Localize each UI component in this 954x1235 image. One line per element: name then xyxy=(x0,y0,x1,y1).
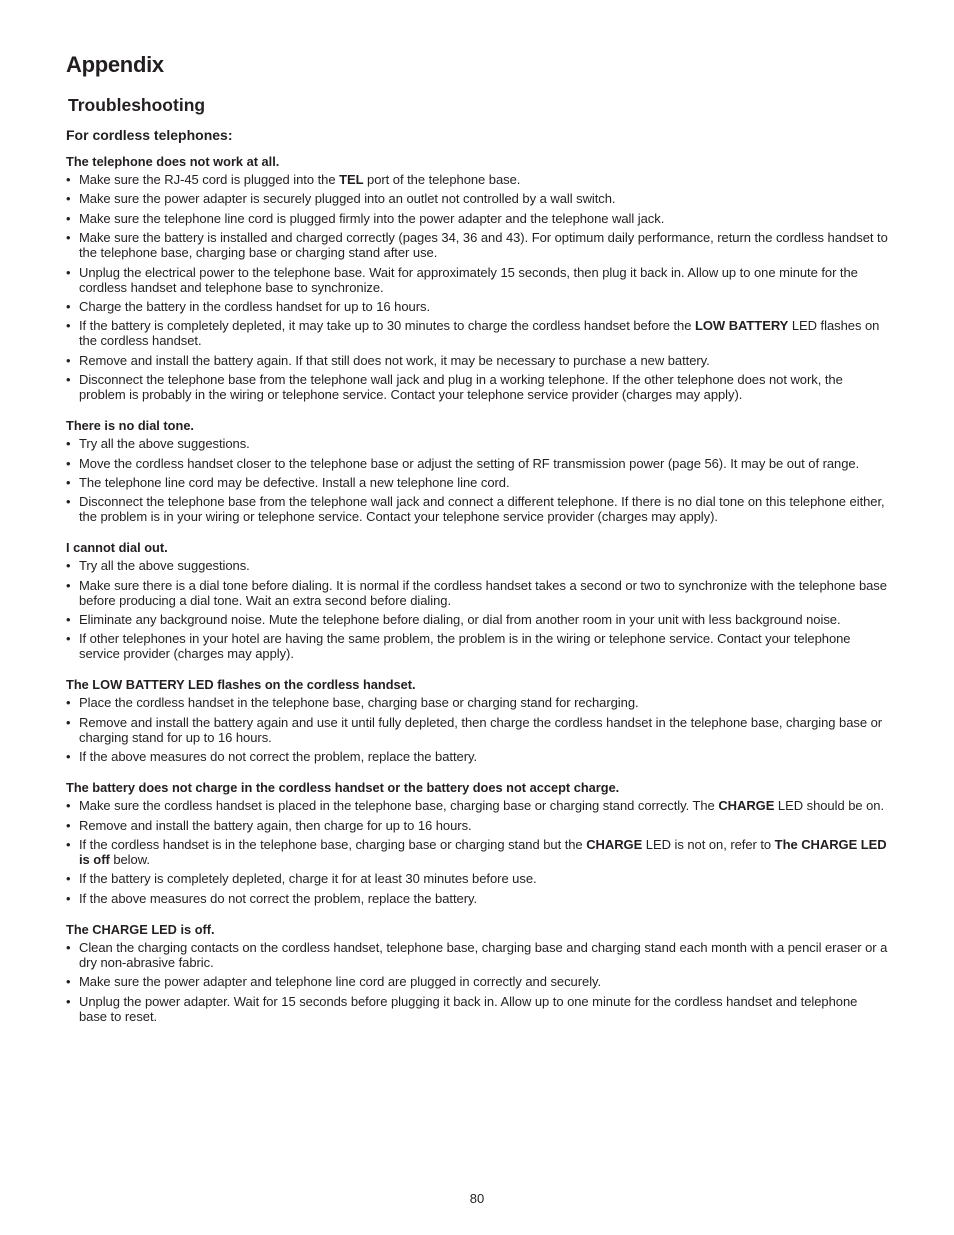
list-item: • Place the cordless handset in the telephone base, charging base or charging stand for recharging. xyxy=(66,695,639,711)
solution-list xyxy=(66,436,888,524)
list-item: • Make sure the power adapter and telephone line cord are plugged in correctly and securely. xyxy=(66,974,602,990)
problem-section xyxy=(66,418,888,524)
bullet-icon: • xyxy=(66,993,71,1009)
bullet-icon: • xyxy=(66,798,71,814)
list-item: • Make sure the RJ-45 cord is plugged into the TEL port of the telephone base. xyxy=(66,172,521,187)
list-item: • Remove and install the battery again. If that still does not work, it may be necessary to purchase a new battery. xyxy=(66,352,710,368)
bold-term: LOW BATTERY xyxy=(694,318,789,334)
solution-list xyxy=(66,172,888,402)
bullet-icon: • xyxy=(66,318,71,334)
bullet-icon: • xyxy=(66,372,71,388)
list-item: • If the battery is completely depleted, it may take up to 30 minutes to charge the cordless handset before the LOW BATTERY LED flashes on the cordless handset. xyxy=(66,318,880,349)
bullet-icon: • xyxy=(66,577,71,593)
solution-list xyxy=(66,695,888,764)
list-item: • The telephone line cord may be defective. Install a new telephone line cord. xyxy=(66,474,510,490)
list-item: • Disconnect the telephone base from the telephone wall jack and plug in a working telephone. If the other telephone does not work, the problem is probably in the wiring or telephone service. Contact your telephone service provider (charges may apply). xyxy=(66,372,843,403)
list-item: • Disconnect the telephone base from the telephone wall jack and connect a different telephone. If there is no dial tone on this telephone either, the problem is in your wiring or telephone service. Contact your telephone service provider (charges may apply). xyxy=(66,494,885,525)
list-item: • If the above measures do not correct the problem, replace the battery. xyxy=(66,890,478,906)
list-item: • Make sure the power adapter is securely plugged into an outlet not controlled by a wall switch. xyxy=(66,191,616,207)
bullet-icon: • xyxy=(66,817,71,833)
list-item: • Make sure the telephone line cord is plugged firmly into the power adapter and the telephone wall jack. xyxy=(66,210,665,226)
list-item: • Eliminate any background noise. Mute the telephone before dialing, or dial from another room in your unit with less background noise. xyxy=(66,612,841,628)
list-item: • Clean the charging contacts on the cordless handset, telephone base, charging base and charging stand each month with a pencil eraser or a dry non-abrasive fabric. xyxy=(66,939,888,970)
problem-section xyxy=(66,154,888,402)
bullet-icon: • xyxy=(66,474,71,490)
problem-section xyxy=(66,540,888,661)
bold-term: The CHARGE LED is off xyxy=(79,837,887,868)
bold-term: CHARGE xyxy=(586,837,643,853)
page-number: 80 xyxy=(469,1191,485,1206)
bullet-icon: • xyxy=(66,695,71,711)
bullet-icon: • xyxy=(66,558,71,574)
bullet-icon: • xyxy=(66,714,71,730)
bullet-icon: • xyxy=(66,352,71,368)
bullet-icon: • xyxy=(66,974,71,990)
bullet-icon: • xyxy=(66,749,71,765)
bullet-icon: • xyxy=(66,939,71,955)
problem-title: The telephone does not work at all. xyxy=(66,154,280,169)
bullet-icon: • xyxy=(66,612,71,628)
bullet-icon: • xyxy=(66,172,71,187)
list-item: • Move the cordless handset closer to the telephone base or adjust the setting of RF transmission power (page 56). It may be out of range. xyxy=(66,455,860,471)
list-item: • Unplug the power adapter. Wait for 15 seconds before plugging it back in. Allow up to one minute for the cordless handset and telephone base to reset. xyxy=(66,993,858,1024)
problem-section xyxy=(66,780,888,906)
bullet-icon: • xyxy=(66,494,71,510)
list-item: • If the above measures do not correct the problem, replace the battery. xyxy=(66,749,478,765)
list-item: • Unplug the electrical power to the telephone base. Wait for approximately 15 seconds, then plug it back in. Allow up to one minute for the cordless handset and telephone base to synchronize. xyxy=(66,264,858,295)
bullet-icon: • xyxy=(66,436,71,452)
bullet-icon: • xyxy=(66,230,71,246)
list-item: • If the cordless handset is in the telephone base, charging base or charging stand but the CHARGE LED is not on, refer to The CHARGE LED is off below. xyxy=(66,837,887,868)
page-title: Appendix xyxy=(66,52,164,77)
solution-list xyxy=(66,798,888,906)
problem-section xyxy=(66,677,888,764)
solution-list xyxy=(66,940,888,1024)
bold-term: CHARGE xyxy=(718,798,775,814)
bullet-icon: • xyxy=(66,871,71,887)
list-item: • Remove and install the battery again and use it until fully depleted, then charge the cordless handset in the telephone base, charging base or charging stand for up to 16 hours. xyxy=(66,714,883,745)
bold-term: TEL xyxy=(339,172,364,187)
list-item: • Try all the above suggestions. xyxy=(66,558,250,574)
list-item: • If other telephones in your hotel are having the same problem, the problem is in the wiring or telephone service. Contact your telephone service provider (charges may apply). xyxy=(66,631,851,662)
problem-section xyxy=(66,922,888,1024)
bullet-icon: • xyxy=(66,210,71,226)
list-item: • Make sure the cordless handset is placed in the telephone base, charging base or charging stand correctly. The CHARGE LED should be on. xyxy=(66,798,885,814)
problem-title: There is no dial tone. xyxy=(66,418,194,434)
bullet-icon: • xyxy=(66,890,71,906)
bullet-icon: • xyxy=(66,298,71,314)
list-item: • If the battery is completely depleted, charge it for at least 30 minutes before use. xyxy=(66,871,537,887)
problem-title: The CHARGE LED is off. xyxy=(66,921,215,937)
list-item: • Make sure there is a dial tone before dialing. It is normal if the cordless handset takes a second or two to synchronize with the telephone base before producing a dial tone. Wait an extra second before dialing. xyxy=(66,577,887,608)
problem-title: I cannot dial out. xyxy=(66,540,168,556)
bullet-icon: • xyxy=(66,264,71,280)
troubleshooting-sections xyxy=(66,154,888,1024)
section-heading: Troubleshooting xyxy=(68,95,206,115)
bullet-icon: • xyxy=(66,837,71,853)
bullet-icon: • xyxy=(66,455,71,471)
list-item: • Charge the battery in the cordless handset for up to 16 hours. xyxy=(66,298,431,314)
list-item: • Remove and install the battery again, then charge for up to 16 hours. xyxy=(66,817,472,833)
document-page xyxy=(66,50,888,1028)
problem-title: The LOW BATTERY LED flashes on the cordless handset. xyxy=(66,677,416,693)
problem-title: The battery does not charge in the cordless handset or the battery does not accept charge. xyxy=(66,780,620,796)
bullet-icon: • xyxy=(66,631,71,647)
list-item: • Try all the above suggestions. xyxy=(66,436,250,452)
solution-list xyxy=(66,558,888,661)
subsection-heading: For cordless telephones: xyxy=(66,127,233,143)
bullet-icon: • xyxy=(66,191,71,207)
list-item: • Make sure the battery is installed and charged correctly (pages 34, 36 and 43). For optimum daily performance, return the cordless handset to the telephone base, charging base or charging stand after use. xyxy=(66,230,888,261)
